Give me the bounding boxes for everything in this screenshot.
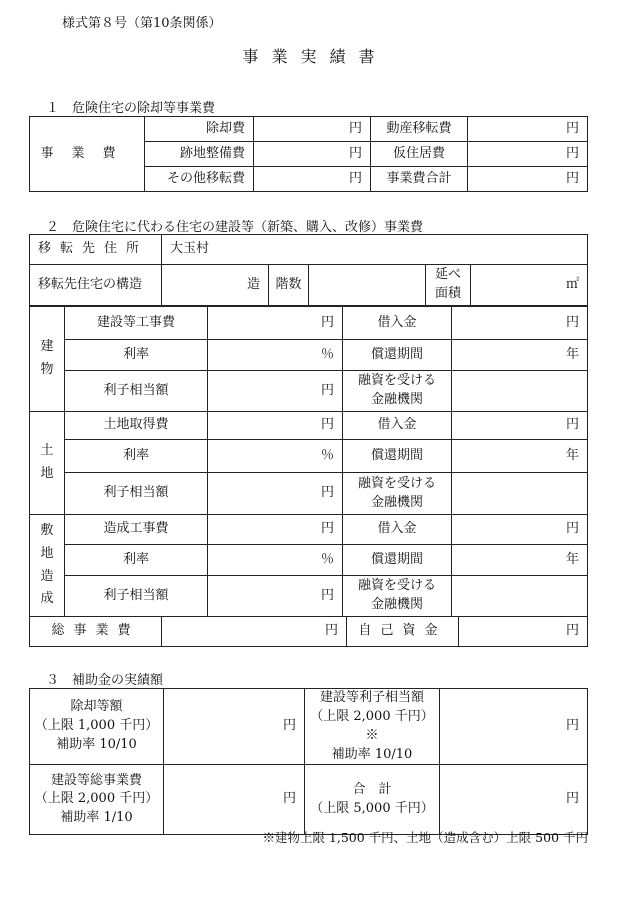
land-rate-field[interactable]: ％ — [208, 440, 343, 473]
building-loan-field[interactable]: 円 — [452, 307, 588, 340]
land-acquisition-cost-label: 土地取得費 — [65, 412, 208, 440]
other-relocation-cost-label: その他移転費 — [145, 167, 254, 192]
site-preparation-cost-label: 造成工事費 — [65, 515, 208, 545]
site-rate-label: 利率 — [65, 545, 208, 576]
interest-subsidy-label: 建設等利子相当額 （上限 2,000 千円）※ 補助率 10/10 — [305, 689, 440, 765]
site-period-label: 償還期間 — [343, 545, 452, 576]
construction-subsidy-label: 建設等総事業費 （上限 2,000 千円） 補助率 1/10 — [30, 765, 164, 835]
construction-cost-label: 建設等工事費 — [65, 307, 208, 340]
building-loan-label: 借入金 — [343, 307, 452, 340]
site-interest-label: 利子相当額 — [65, 576, 208, 617]
section2-heading: ２ 危険住宅に代わる住宅の建設等（新築、購入、改修）事業費 — [46, 220, 424, 235]
subsidy-total-label: 合 計 （上限 5,000 千円） — [305, 765, 440, 835]
building-period-label: 償還期間 — [343, 340, 452, 371]
floors-label: 階数 — [269, 265, 309, 306]
site-preparation-group-label: 敷 地 造 成 — [30, 515, 65, 617]
temporary-housing-cost-field[interactable]: 円 — [468, 142, 588, 167]
relocation-address-label: 移転先住所 — [30, 235, 162, 265]
floor-area-field[interactable]: ㎡ — [471, 265, 588, 306]
site-loan-label: 借入金 — [343, 515, 452, 545]
land-interest-label: 利子相当額 — [65, 473, 208, 515]
site-interest-field[interactable]: 円 — [208, 576, 343, 617]
land-rate-label: 利率 — [65, 440, 208, 473]
movable-property-cost-field[interactable]: 円 — [468, 117, 588, 142]
site-institution-label: 融資を受ける 金融機関 — [343, 576, 452, 617]
land-institution-label: 融資を受ける 金融機関 — [343, 473, 452, 515]
business-cost-label: 事業費 — [30, 117, 145, 192]
site-maintenance-cost-label: 跡地整備費 — [145, 142, 254, 167]
movable-property-cost-label: 動産移転費 — [371, 117, 468, 142]
land-period-label: 償還期間 — [343, 440, 452, 473]
building-institution-field[interactable] — [452, 371, 588, 412]
land-loan-label: 借入金 — [343, 412, 452, 440]
land-period-field[interactable]: 年 — [452, 440, 588, 473]
land-interest-field[interactable]: 円 — [208, 473, 343, 515]
section3-heading: ３ 補助金の実績額 — [46, 673, 164, 688]
page-title: 事業実績書 — [242, 47, 388, 66]
section1-heading: １ 危険住宅の除却等事業費 — [46, 101, 216, 116]
site-loan-field[interactable]: 円 — [452, 515, 588, 545]
structure-label: 移転先住宅の構造 — [30, 265, 162, 306]
land-group-label: 土 地 — [30, 412, 65, 515]
section2-total-table — [29, 616, 588, 647]
subsidy-total-field[interactable]: 円 — [440, 765, 588, 835]
structure-field[interactable]: 造 — [162, 265, 269, 306]
site-maintenance-cost-field[interactable]: 円 — [254, 142, 371, 167]
business-cost-total-field[interactable]: 円 — [468, 167, 588, 192]
site-period-field[interactable]: 年 — [452, 545, 588, 576]
site-preparation-cost-field[interactable]: 円 — [208, 515, 343, 545]
floors-field[interactable] — [309, 265, 426, 306]
relocation-address-field[interactable]: 大玉村 — [162, 235, 588, 265]
floor-area-label: 延べ 面積 — [426, 265, 471, 306]
demolition-cost-field[interactable]: 円 — [254, 117, 371, 142]
form-number: 様式第８号（第10条関係） — [62, 16, 222, 31]
section2-header-table — [29, 234, 588, 306]
land-institution-field[interactable] — [452, 473, 588, 515]
site-institution-field[interactable] — [452, 576, 588, 617]
land-acquisition-cost-field[interactable]: 円 — [208, 412, 343, 440]
demolition-subsidy-field[interactable]: 円 — [164, 689, 305, 765]
own-funds-field[interactable]: 円 — [459, 617, 588, 647]
building-institution-label: 融資を受ける 金融機関 — [343, 371, 452, 412]
section2-groups-table — [29, 306, 588, 617]
business-cost-total-label: 事業費合計 — [371, 167, 468, 192]
building-interest-field[interactable]: 円 — [208, 371, 343, 412]
total-business-cost-field[interactable]: 円 — [162, 617, 347, 647]
section3-table — [29, 688, 588, 835]
own-funds-label: 自己資金 — [347, 617, 459, 647]
interest-subsidy-field[interactable]: 円 — [440, 689, 588, 765]
building-period-field[interactable]: 年 — [452, 340, 588, 371]
temporary-housing-cost-label: 仮住居費 — [371, 142, 468, 167]
subsidy-limit-note: ※建物上限 1,500 千円、土地（造成含む）上限 500 千円 — [262, 830, 588, 845]
demolition-subsidy-label: 除却等額 （上限 1,000 千円） 補助率 10/10 — [30, 689, 164, 765]
land-loan-field[interactable]: 円 — [452, 412, 588, 440]
demolition-cost-label: 除却費 — [145, 117, 254, 142]
site-rate-field[interactable]: ％ — [208, 545, 343, 576]
building-group-label: 建 物 — [30, 307, 65, 412]
construction-subsidy-field[interactable]: 円 — [164, 765, 305, 835]
building-interest-label: 利子相当額 — [65, 371, 208, 412]
building-rate-field[interactable]: ％ — [208, 340, 343, 371]
construction-cost-field[interactable]: 円 — [208, 307, 343, 340]
total-business-cost-label: 総事業費 — [30, 617, 162, 647]
other-relocation-cost-field[interactable]: 円 — [254, 167, 371, 192]
section1-table — [29, 116, 588, 192]
building-rate-label: 利率 — [65, 340, 208, 371]
